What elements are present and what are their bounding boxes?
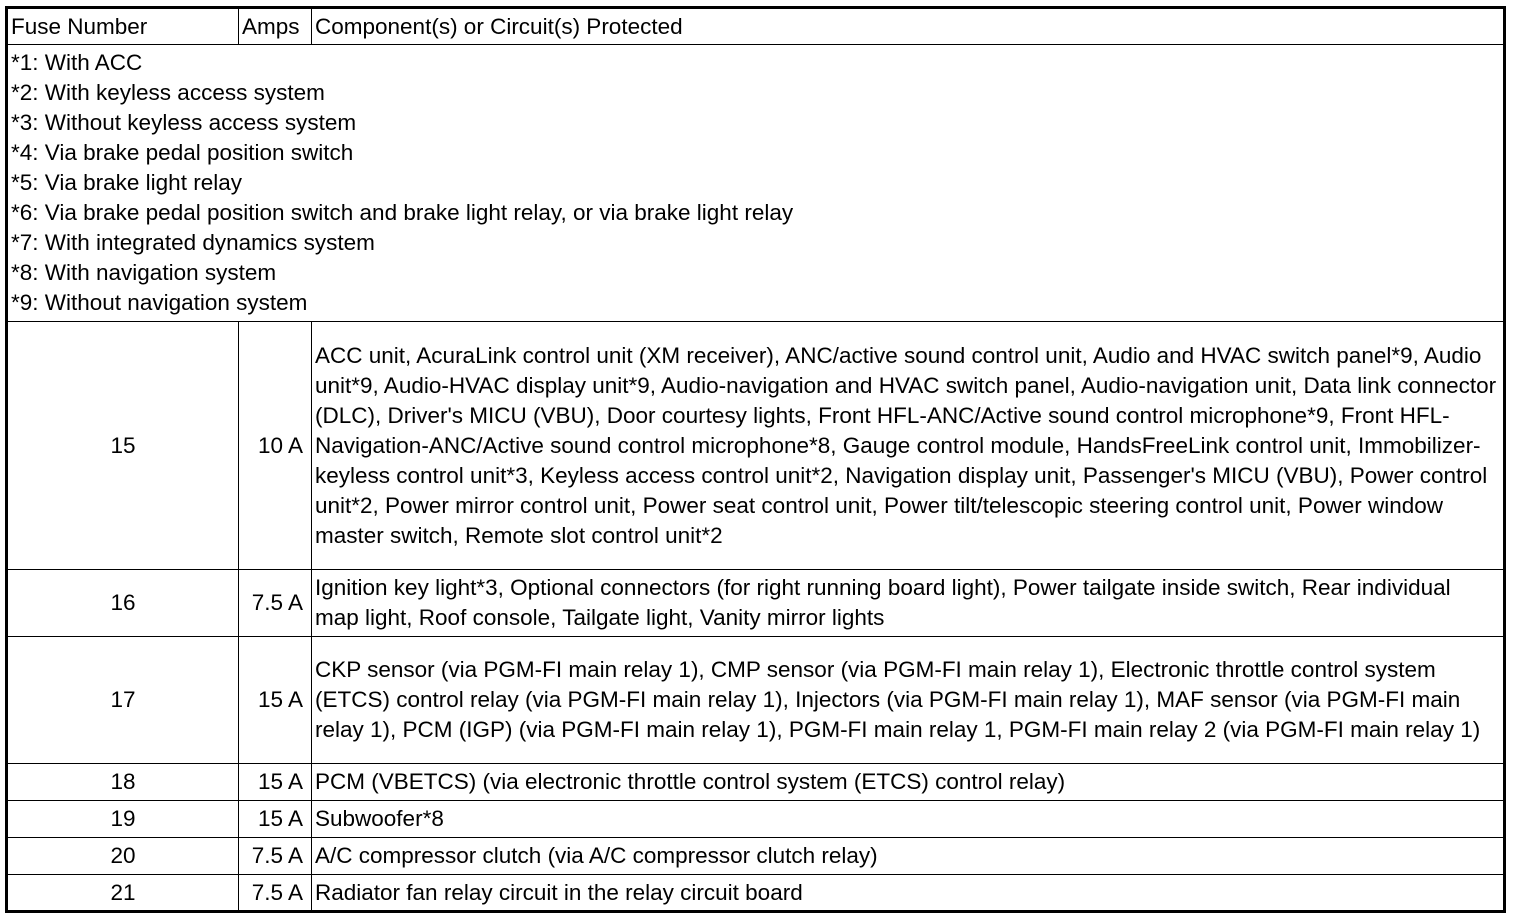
footnotes — [7, 45, 1505, 322]
amps-cell: 15 A — [239, 637, 312, 764]
amps-cell: 15 A — [239, 764, 312, 801]
footnote: *6: Via brake pedal position switch and brake light relay, or via brake light relay — [11, 200, 794, 225]
notes-row — [7, 45, 1505, 322]
fuse-number-cell: 20 — [7, 838, 239, 875]
fuse-number-cell: 16 — [7, 570, 239, 637]
footnote: *1: With ACC — [11, 50, 143, 75]
amps-cell: 15 A — [239, 801, 312, 838]
components-cell: A/C compressor clutch (via A/C compressor clutch relay) — [312, 838, 1505, 875]
fuse-number-cell: 21 — [7, 875, 239, 912]
header-fuse-number: Fuse Number — [7, 8, 239, 45]
table-row — [7, 801, 1505, 838]
table-row — [7, 838, 1505, 875]
fuse-number-cell: 19 — [7, 801, 239, 838]
table-row — [7, 764, 1505, 801]
footnote: *9: Without navigation system — [11, 290, 308, 315]
table-row — [7, 637, 1505, 764]
footnote: *2: With keyless access system — [11, 80, 325, 105]
fuse-table — [5, 6, 1506, 913]
fuse-number-cell: 17 — [7, 637, 239, 764]
footnote: *8: With navigation system — [11, 260, 277, 285]
amps-cell: 7.5 A — [239, 838, 312, 875]
components-cell: Ignition key light*3, Optional connectors (for right running board light), Power tailgate inside switch, Rear individual map light, Roof console, Tailgate light, Vanity mirror lights — [312, 570, 1505, 637]
header-amps: Amps — [239, 8, 312, 45]
components-cell: CKP sensor (via PGM-FI main relay 1), CMP sensor (via PGM-FI main relay 1), Electronic throttle control system (ETCS) control relay (via PGM-FI main relay 1), Injectors (via PGM-FI main relay 1), MAF sensor (via PGM-FI main relay 1), PCM (IGP) (via PGM-FI main relay 1), PGM-FI main relay 1, PGM-FI main relay 2 (via PGM-FI main relay 1) — [312, 637, 1505, 764]
table-row — [7, 875, 1505, 912]
table-header-row — [7, 8, 1505, 45]
amps-cell: 10 A — [239, 322, 312, 570]
fuse-number-cell: 15 — [7, 322, 239, 570]
table-row — [7, 322, 1505, 570]
amps-cell: 7.5 A — [239, 570, 312, 637]
components-cell: Radiator fan relay circuit in the relay circuit board — [312, 875, 1505, 912]
fuse-number-cell: 18 — [7, 764, 239, 801]
amps-cell: 7.5 A — [239, 875, 312, 912]
components-cell: Subwoofer*8 — [312, 801, 1505, 838]
footnote: *5: Via brake light relay — [11, 170, 242, 195]
table-row — [7, 570, 1505, 637]
components-cell: ACC unit, AcuraLink control unit (XM receiver), ANC/active sound control unit, Audio and HVAC switch panel*9, Audio unit*9, Audio-HVAC display unit*9, Audio-navigation and HVAC switch panel, Audio-navigation unit, Data link connector (DLC), Driver's MICU (VBU), Door courtesy lights, Front HFL-ANC/Active sound control microphone*9, Front HFL-Navigation-ANC/Active sound control microphone*8, Gauge control module, HandsFreeLink control unit, Immobilizer-keyless control unit*3, Keyless access control unit*2, Navigation display unit, Passenger's MICU (VBU), Power control unit*2, Power mirror control unit, Power seat control unit, Power tilt/telescopic steering control unit, Power window master switch, Remote slot control unit*2 — [312, 322, 1505, 570]
footnote: *3: Without keyless access system — [11, 110, 357, 135]
components-cell: PCM (VBETCS) (via electronic throttle control system (ETCS) control relay) — [312, 764, 1505, 801]
header-components: Component(s) or Circuit(s) Protected — [312, 8, 1505, 45]
footnote: *4: Via brake pedal position switch — [11, 140, 354, 165]
footnote: *7: With integrated dynamics system — [11, 230, 375, 255]
